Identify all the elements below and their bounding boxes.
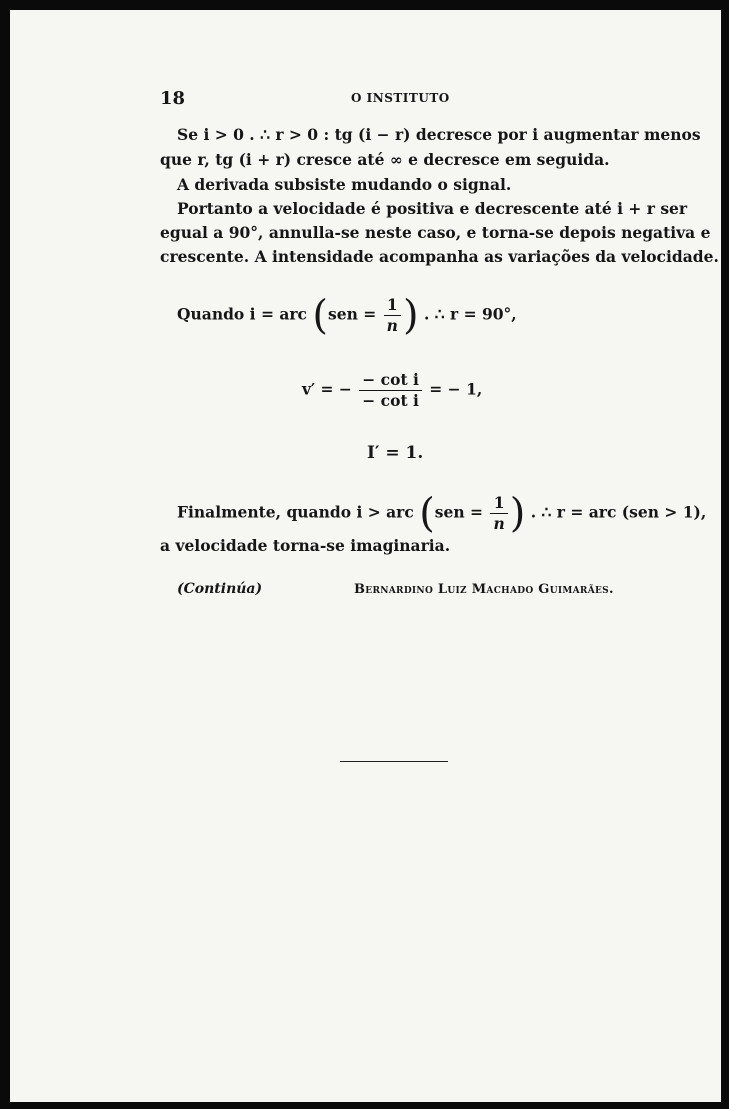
equation-1-lead: Quando	[177, 304, 245, 324]
running-title: O INSTITUTO	[351, 91, 450, 105]
equation-4-fraction	[490, 493, 507, 534]
equation-2-lhs: v′ = −	[302, 379, 352, 399]
equation-quando	[177, 292, 517, 339]
paragraph-1-line-2: que r, tg (i + r) cresce até ∞ e decresce em seguida.	[160, 150, 610, 169]
page-number: 18	[160, 88, 186, 109]
equation-4-tail: . ∴ r = arc (sen > 1),	[530, 502, 707, 522]
book-page	[10, 10, 721, 1102]
equation-1-fraction	[384, 295, 401, 336]
equation-2-tail: = − 1,	[429, 379, 483, 399]
equation-4-numerator: 1	[493, 493, 505, 512]
right-paren-icon: )	[509, 490, 526, 537]
closing-rule	[340, 761, 448, 762]
equation-4-lhs: i > arc	[356, 502, 414, 522]
author-signature: Bernardino Luiz Machado Guimarães.	[354, 582, 614, 597]
equation-1-lhs: i = arc	[249, 304, 307, 324]
equation-2-numerator: − cot i	[362, 370, 419, 389]
paragraph-3-line-2: egual a 90°, annulla-se neste caso, e torna-se depois negativa e	[160, 223, 711, 242]
left-paren-icon: (	[312, 292, 329, 339]
paragraph-1-line-1: Se i > 0 . ∴ r > 0 : tg (i − r) decresce por i augmentar menos	[177, 125, 701, 144]
right-paren-icon: )	[402, 292, 419, 339]
equation-4-denominator: n	[490, 513, 507, 534]
equation-1-tail: . ∴ r = 90°,	[423, 304, 517, 324]
paragraph-2-line-1: A derivada subsiste mudando o signal.	[177, 175, 512, 194]
continua-note: (Continúa)	[177, 581, 263, 597]
closing-line: a velocidade torna-se imaginaria.	[160, 536, 451, 555]
equation-1-inner: sen =	[328, 304, 377, 324]
equation-finalmente	[177, 490, 707, 537]
equation-4-lead: Finalmente, quando	[177, 502, 352, 522]
equation-1-denominator: n	[384, 315, 401, 336]
paragraph-3-line-1: Portanto a velocidade é positiva e decrescente até i + r ser	[177, 199, 688, 218]
left-paren-icon: (	[419, 490, 435, 537]
paragraph-3-line-3: crescente. A intensidade acompanha as variações da velocidade.	[160, 247, 719, 266]
equation-intensity: I′ = 1.	[367, 443, 424, 463]
equation-velocity	[302, 370, 482, 411]
equation-1-numerator: 1	[386, 295, 398, 314]
equation-2-denominator: − cot i	[359, 390, 422, 411]
equation-2-fraction	[359, 370, 422, 411]
equation-4-inner: sen =	[434, 502, 484, 522]
